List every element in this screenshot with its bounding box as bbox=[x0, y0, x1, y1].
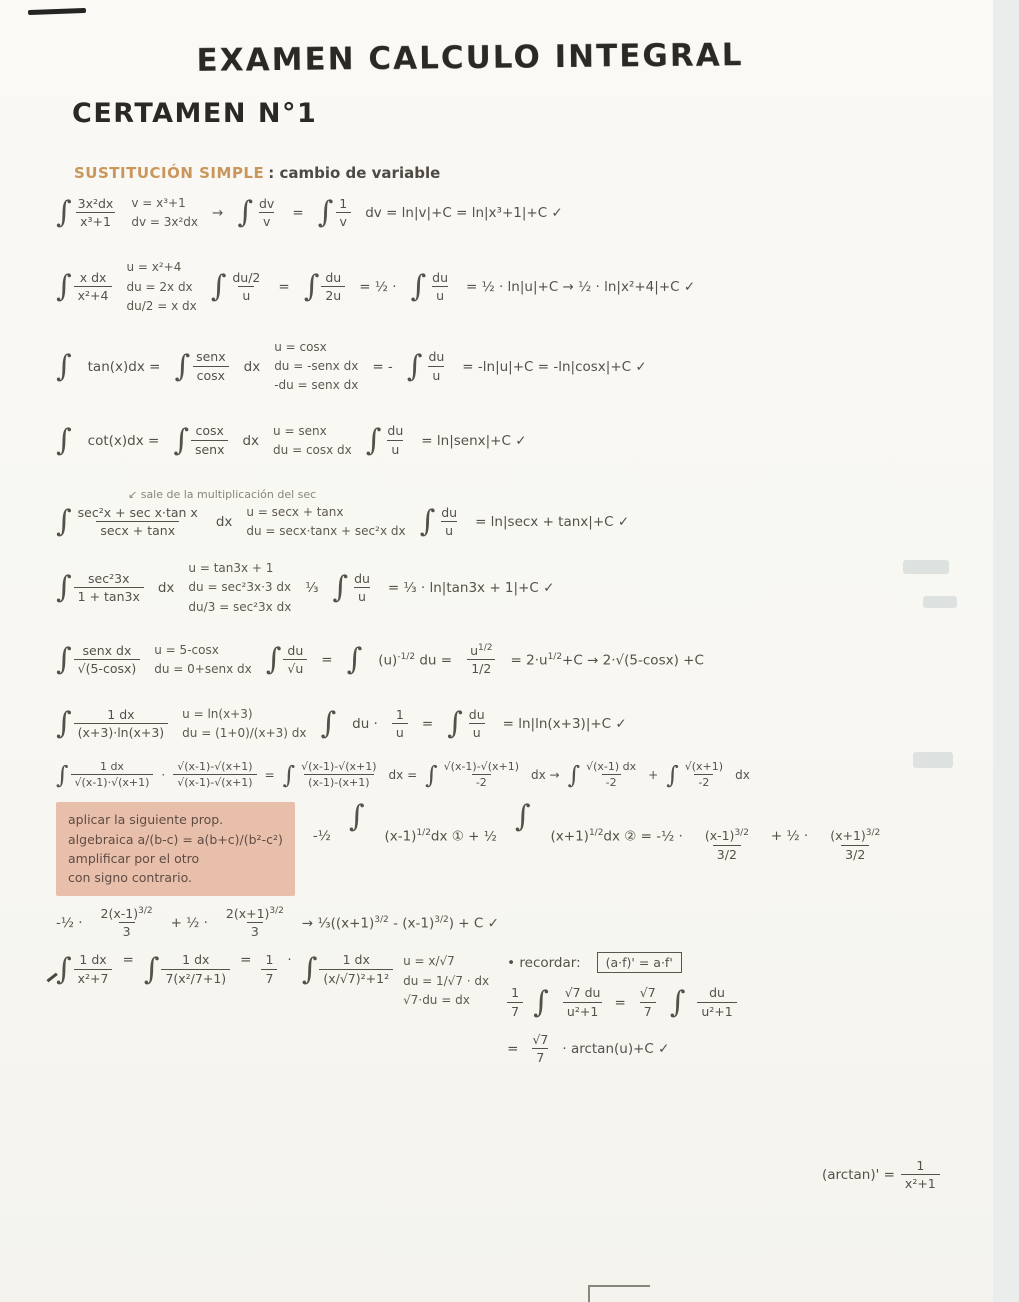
fraction-denominator: 7 bbox=[532, 1048, 548, 1066]
substitution-line: du/2 = x dx bbox=[126, 298, 197, 313]
fraction-numerator: 1 bbox=[511, 985, 520, 1001]
fraction bbox=[321, 270, 345, 305]
fraction bbox=[228, 270, 264, 305]
fraction-denominator: u²+1 bbox=[697, 1002, 736, 1020]
fraction bbox=[192, 349, 230, 384]
fraction-numerator: cosx bbox=[195, 423, 224, 439]
work-row bbox=[56, 559, 996, 617]
formula-text: ↙ sale de la multiplicación del sec bbox=[128, 487, 317, 501]
formula-text: = bbox=[122, 952, 134, 969]
fraction-denominator: 2u bbox=[321, 286, 345, 304]
formula-text: -½ · bbox=[56, 914, 83, 931]
formula-text: dx bbox=[157, 580, 175, 597]
integral-expression bbox=[568, 760, 641, 791]
integral-sign: ∫ bbox=[317, 195, 334, 231]
integral-expression bbox=[56, 760, 153, 791]
substitutions bbox=[274, 338, 358, 396]
integral-sign: ∫ bbox=[533, 984, 549, 1020]
fraction-numerator: √7 du bbox=[564, 985, 601, 1001]
fraction-numerator: du bbox=[432, 269, 448, 285]
property-note-line: con signo contrario. bbox=[68, 870, 193, 886]
formula-text: dv = ln|v|+C = ln|x³+1|+C ✓ bbox=[365, 205, 563, 222]
formula-text: = ln|secx + tanx|+C ✓ bbox=[475, 514, 630, 531]
formula-text: dx bbox=[735, 767, 750, 782]
integral-expression bbox=[56, 643, 140, 678]
fraction bbox=[561, 985, 605, 1020]
fraction-numerator: 1 dx bbox=[99, 759, 124, 773]
fraction-numerator: √(x-1)-√(x+1) bbox=[177, 759, 253, 773]
fraction bbox=[74, 707, 169, 742]
fraction-denominator: v bbox=[259, 212, 274, 230]
substitution-line: du = (1+0)/(x+3) dx bbox=[182, 726, 307, 741]
formula-text: dx → bbox=[531, 767, 560, 782]
fraction-denominator: -2 bbox=[602, 774, 621, 790]
formula-text: + bbox=[648, 767, 659, 782]
fraction-numerator: 1 bbox=[395, 707, 404, 723]
fraction bbox=[74, 643, 141, 678]
formula-text: = bbox=[240, 952, 252, 969]
formula-text: + ½ · bbox=[170, 914, 208, 931]
fraction-numerator: du bbox=[287, 642, 304, 658]
integral-sign: ∫ bbox=[447, 706, 463, 742]
fraction-numerator: √(x+1) bbox=[684, 759, 724, 773]
work-row bbox=[56, 194, 996, 232]
integral-sign: ∫ bbox=[56, 504, 72, 540]
property-note bbox=[56, 802, 295, 896]
work-row bbox=[56, 906, 996, 941]
fraction bbox=[466, 643, 496, 678]
fraction-numerator: 1 bbox=[916, 1158, 925, 1173]
integral-sign: ∫ bbox=[56, 348, 72, 384]
substitution-line: u = senx bbox=[273, 423, 327, 438]
substitution-line: dv = 3x²dx bbox=[131, 215, 199, 230]
integral-sign: ∫ bbox=[282, 760, 296, 789]
fraction-numerator: du bbox=[428, 349, 445, 365]
substitution-line: u = x²+4 bbox=[126, 260, 182, 275]
formula-text: $(x-1)^{1/2}dx$ ① + ½ bbox=[384, 828, 497, 845]
fraction-numerator: sec²x + sec x·tan x bbox=[77, 504, 198, 520]
fraction-denominator: -2 bbox=[472, 774, 491, 790]
integral-expression bbox=[56, 571, 144, 606]
fraction-denominator: √(x-1)·√(x+1) bbox=[71, 774, 154, 790]
integral-sign: ∫ bbox=[332, 570, 349, 606]
fraction-numerator: du bbox=[468, 707, 485, 723]
formula-text: dx bbox=[215, 514, 233, 531]
fraction bbox=[901, 1158, 940, 1193]
fraction-denominator: 7 bbox=[507, 1002, 523, 1020]
fraction-denominator: √(5-cosx) bbox=[74, 659, 141, 677]
reminder-box: (a·f)' = a·f' bbox=[597, 952, 682, 973]
fraction bbox=[697, 985, 736, 1020]
page-edge bbox=[993, 0, 1019, 1302]
integral-expression bbox=[302, 952, 393, 987]
substitution-line: du = 2x dx bbox=[126, 279, 193, 294]
integral-expression bbox=[266, 643, 308, 678]
fraction-denominator: u bbox=[428, 366, 444, 384]
integral-sign: ∫ bbox=[56, 269, 72, 305]
fraction bbox=[319, 952, 393, 987]
work-row bbox=[56, 952, 996, 1066]
fraction-denominator: 1/2 bbox=[467, 659, 495, 677]
integral-sign: ∫ bbox=[567, 760, 581, 789]
fraction bbox=[440, 760, 523, 791]
work-row bbox=[56, 422, 996, 460]
fraction-numerator: senx bbox=[196, 349, 226, 365]
fraction-denominator: 7 bbox=[261, 969, 277, 987]
fraction bbox=[173, 760, 256, 791]
integral-sign: ∫ bbox=[56, 760, 69, 789]
integral-expression bbox=[447, 707, 489, 742]
property-note-line: algebraica a/(b-c) = a(b+c)/(b²-c²) bbox=[68, 831, 283, 847]
integral-sign: ∫ bbox=[666, 760, 679, 789]
fraction-numerator: du bbox=[354, 570, 370, 586]
fraction-numerator: √(x-1)-√(x+1) bbox=[301, 759, 377, 773]
integral-expression bbox=[173, 423, 228, 458]
substitutions bbox=[154, 641, 251, 679]
substitution-line: -du = senx dx bbox=[274, 378, 359, 393]
formula-text: = ½ · ln|u|+C → ½ · ln|x²+4|+C ✓ bbox=[466, 279, 696, 296]
integral-expression bbox=[411, 270, 453, 305]
integral-sign: ∫ bbox=[348, 799, 365, 835]
integral-sign: ∫ bbox=[301, 951, 318, 987]
substitution-line: du = 0+senx dx bbox=[154, 662, 252, 676]
margin-note bbox=[128, 488, 996, 501]
page-subtitle: CERTAMEN N°1 bbox=[72, 98, 318, 129]
formula-text: $(u)^{-1/2}$ du = bbox=[378, 651, 453, 669]
formula-text: → bbox=[212, 205, 224, 222]
staple-mark bbox=[28, 8, 86, 15]
fraction-denominator: cosx bbox=[193, 366, 229, 384]
substitutions bbox=[273, 422, 352, 460]
substitutions bbox=[131, 194, 198, 232]
integral-expression bbox=[56, 505, 202, 540]
integral-sign: ∫ bbox=[173, 422, 189, 458]
fraction bbox=[681, 760, 727, 791]
integral-expression bbox=[407, 349, 449, 384]
substitution-line: v = x³+1 bbox=[131, 196, 186, 210]
formula-text: dx bbox=[242, 432, 260, 449]
fraction-numerator: 3x²dx bbox=[77, 195, 114, 211]
formula-text: · bbox=[287, 952, 292, 969]
substitution-line: du = 1/√7 · dx bbox=[403, 973, 490, 988]
work-row bbox=[56, 705, 996, 743]
fraction-denominator: -2 bbox=[694, 774, 713, 790]
substitution-line: √7·du = dx bbox=[403, 992, 470, 1007]
fraction-denominator: 3/2 bbox=[713, 845, 741, 863]
integral-sign: ∫ bbox=[406, 348, 423, 384]
fraction-numerator: senx dx bbox=[82, 642, 132, 658]
formula-text: • recordar: bbox=[507, 954, 581, 971]
fraction-denominator: secx + tanx bbox=[96, 521, 179, 539]
integral-sign: ∫ bbox=[410, 269, 427, 305]
fraction-denominator: 3 bbox=[119, 922, 135, 940]
integral-sign: ∫ bbox=[56, 706, 72, 742]
fraction-numerator: $2(x+1)^{3/2}$ bbox=[225, 905, 284, 921]
fraction-numerator: x dx bbox=[79, 269, 107, 285]
cropped-box-mark bbox=[588, 1285, 650, 1302]
fraction-denominator: x²+7 bbox=[74, 969, 113, 987]
fraction-denominator: (x/√7)²+1² bbox=[319, 969, 393, 987]
fraction bbox=[71, 760, 154, 791]
fraction bbox=[350, 571, 374, 606]
fraction-denominator: 3/2 bbox=[841, 845, 869, 863]
fraction-numerator: $(x-1)^{3/2}$ bbox=[704, 828, 749, 844]
formula-text: = -ln|u|+C = -ln|cosx|+C ✓ bbox=[462, 358, 647, 375]
fraction-numerator: du bbox=[441, 504, 458, 520]
integral-sign: ∫ bbox=[56, 642, 72, 677]
fraction-denominator: (x+3)·ln(x+3) bbox=[74, 723, 169, 741]
integral-expression bbox=[56, 270, 112, 305]
fraction bbox=[222, 906, 288, 941]
integral-sign: ∫ bbox=[320, 706, 337, 742]
formula-text: = ⅓ · ln|tan3x + 1|+C ✓ bbox=[387, 580, 555, 597]
fraction-denominator: u bbox=[441, 521, 457, 539]
page-title: EXAMEN CALCULO INTEGRAL bbox=[196, 37, 744, 79]
work-row bbox=[56, 799, 996, 896]
integral-sign: ∫ bbox=[210, 269, 227, 305]
formula-text: · arctan(u)+C ✓ bbox=[562, 1041, 670, 1058]
substitution-line: u = tan3x + 1 bbox=[188, 561, 274, 576]
fraction-denominator: u bbox=[432, 286, 448, 304]
fraction-denominator: √u bbox=[283, 659, 307, 677]
fraction-numerator: du bbox=[709, 985, 725, 1001]
work-line bbox=[507, 952, 737, 973]
fraction bbox=[283, 643, 307, 678]
fraction-numerator: $u^{1/2}$ bbox=[470, 642, 493, 658]
fraction-denominator: u bbox=[238, 286, 254, 304]
fraction-numerator: $(x+1)^{3/2}$ bbox=[830, 828, 881, 844]
integral-sign: ∫ bbox=[174, 348, 191, 384]
substitution-line: du = secx·tanx + sec²x dx bbox=[246, 524, 406, 539]
formula-text: = ½ · bbox=[359, 279, 397, 296]
integral-expression bbox=[56, 707, 168, 742]
formula-text: $(x+1)^{1/2}dx$ ② = -½ · bbox=[550, 828, 683, 845]
integral-sign: ∫ bbox=[56, 951, 72, 987]
integral-sign: ∫ bbox=[237, 195, 253, 231]
fraction bbox=[437, 505, 461, 540]
fraction-numerator: du bbox=[387, 423, 404, 439]
formula-text: = bbox=[614, 994, 626, 1011]
fraction bbox=[261, 952, 277, 987]
integral-expression bbox=[174, 349, 229, 384]
formula-text: dx = bbox=[388, 767, 418, 782]
formula-text: (arctan)' = bbox=[822, 1167, 895, 1184]
integral-sign: ∫ bbox=[514, 799, 531, 835]
substitutions bbox=[403, 952, 489, 1010]
integral-sign: ∫ bbox=[365, 422, 382, 458]
formula-text: = bbox=[292, 205, 304, 222]
formula-text: = bbox=[507, 1041, 519, 1058]
fraction-denominator: v bbox=[336, 212, 351, 230]
formula-text: = bbox=[421, 716, 434, 733]
substitution-line: u = ln(x+3) bbox=[182, 707, 253, 722]
fraction bbox=[74, 270, 113, 305]
integral-sign: ∫ bbox=[419, 504, 436, 540]
work-row bbox=[56, 503, 996, 541]
formula-text: + ½ · bbox=[770, 828, 809, 845]
fraction bbox=[74, 571, 144, 606]
fraction bbox=[383, 423, 407, 458]
fraction-denominator: √(x-1)-√(x+1) bbox=[173, 774, 256, 790]
fraction-numerator: √7 bbox=[532, 1031, 549, 1047]
integral-sign: ∫ bbox=[303, 269, 320, 305]
fraction-numerator: 1 dx bbox=[342, 952, 370, 968]
formula-text: = - bbox=[372, 358, 393, 375]
fraction bbox=[392, 707, 408, 742]
fraction bbox=[297, 760, 380, 791]
integral-expression bbox=[56, 196, 117, 231]
fraction-numerator: $2(x-1)^{3/2}$ bbox=[100, 905, 153, 921]
fraction bbox=[701, 828, 753, 863]
integral-sign: ∫ bbox=[425, 760, 438, 789]
fraction bbox=[428, 270, 452, 305]
fraction-denominator: 7(x²/7+1) bbox=[161, 969, 230, 987]
formula-text: · bbox=[161, 767, 166, 782]
fraction bbox=[161, 952, 230, 987]
integral-sign: ∫ bbox=[346, 642, 363, 677]
integral-expression bbox=[304, 270, 346, 305]
formula-text: = bbox=[264, 767, 275, 782]
substitutions bbox=[126, 258, 196, 316]
fraction-denominator: u bbox=[387, 440, 403, 458]
integral-sign: ∫ bbox=[56, 195, 72, 231]
fraction-numerator: 1 dx bbox=[182, 952, 210, 968]
formula-text: = ln|ln(x+3)|+C ✓ bbox=[502, 716, 627, 733]
formula-text: = bbox=[278, 279, 290, 296]
formula-text: tan(x)dx = bbox=[87, 358, 161, 375]
property-note-line: amplificar por el otro bbox=[68, 850, 200, 866]
work-row bbox=[56, 258, 996, 316]
integral-expression bbox=[144, 952, 230, 987]
fraction-denominator: 1 + tan3x bbox=[74, 587, 144, 605]
worked-examples bbox=[56, 194, 996, 1066]
substitution-line: du = sec²3x·3 dx bbox=[188, 580, 292, 595]
fraction bbox=[465, 707, 489, 742]
fraction bbox=[335, 196, 351, 231]
arctan-derivative-note bbox=[822, 1158, 940, 1193]
fraction-numerator: 1 dx bbox=[107, 707, 135, 723]
substitution-line: u = cosx bbox=[274, 339, 327, 354]
fraction-denominator: senx bbox=[191, 440, 229, 458]
fraction bbox=[74, 196, 118, 231]
fraction-numerator: √(x-1)-√(x+1) bbox=[443, 759, 519, 773]
formula-text: dx bbox=[243, 358, 261, 375]
fraction bbox=[255, 196, 278, 231]
substitution-line: du/3 = sec²3x dx bbox=[188, 599, 292, 614]
integral-expression bbox=[332, 571, 374, 606]
fraction-numerator: 1 bbox=[265, 952, 274, 968]
fraction-denominator: x²+4 bbox=[74, 286, 113, 304]
fraction-numerator: √7 bbox=[639, 985, 656, 1001]
fraction-numerator: sec²3x bbox=[88, 570, 130, 586]
formula-text: -½ bbox=[312, 828, 331, 845]
fraction-denominator: u bbox=[392, 723, 408, 741]
substitutions bbox=[182, 705, 306, 743]
integral-expression bbox=[211, 270, 265, 305]
integral-sign: ∫ bbox=[143, 951, 160, 987]
fraction-denominator: (x-1)-(x+1) bbox=[304, 774, 373, 790]
section-heading bbox=[74, 164, 440, 182]
fraction-denominator: x³+1 bbox=[76, 212, 115, 230]
fraction bbox=[582, 760, 640, 791]
work-column bbox=[507, 952, 737, 1066]
fraction-denominator: 3 bbox=[247, 922, 263, 940]
substitutions bbox=[188, 559, 291, 617]
fraction-denominator: u²+1 bbox=[563, 1002, 602, 1020]
fraction-numerator: du bbox=[325, 269, 342, 285]
integral-sign: ∫ bbox=[265, 642, 282, 677]
section-description: : cambio de variable bbox=[268, 164, 441, 182]
fraction-numerator: 1 dx bbox=[79, 952, 107, 968]
fraction bbox=[74, 952, 113, 987]
fraction-denominator: x²+1 bbox=[901, 1174, 940, 1192]
work-line bbox=[507, 1032, 737, 1067]
integral-expression bbox=[56, 952, 112, 987]
formula-text: = $2\cdot u^{1/2}+C \to 2\cdot√(5-\cos x) +C$ bbox=[510, 651, 704, 669]
integral-expression bbox=[420, 505, 462, 540]
integral-expression bbox=[666, 760, 727, 791]
fraction-numerator: du/2 bbox=[232, 269, 261, 285]
property-note-line: aplicar la siguiente prop. bbox=[68, 812, 224, 828]
work-row bbox=[56, 641, 996, 679]
formula-text: = bbox=[321, 652, 333, 668]
integral-expression bbox=[425, 760, 523, 791]
integral-expression bbox=[318, 196, 352, 231]
fraction bbox=[97, 906, 157, 941]
fraction bbox=[528, 1032, 552, 1067]
fraction bbox=[507, 985, 523, 1020]
substitution-line: du = cosx dx bbox=[273, 442, 352, 457]
work-row bbox=[56, 760, 996, 791]
fraction-numerator: dv bbox=[258, 195, 275, 211]
fraction bbox=[74, 505, 202, 540]
fraction-denominator: u bbox=[469, 723, 485, 741]
formula-text: ⅓ bbox=[305, 580, 319, 597]
substitution-line: u = secx + tanx bbox=[246, 504, 344, 519]
substitution-line: u = 5-cosx bbox=[154, 642, 219, 657]
fraction-denominator: 7 bbox=[640, 1002, 656, 1020]
fraction-denominator: u bbox=[354, 587, 370, 605]
integral-expression bbox=[237, 196, 278, 231]
integral-expression bbox=[366, 423, 408, 458]
integral-expression bbox=[283, 760, 381, 791]
integral-sign: ∫ bbox=[56, 422, 72, 458]
substitutions bbox=[246, 503, 405, 541]
fraction bbox=[826, 828, 884, 863]
substitution-line: du = -senx dx bbox=[274, 359, 359, 374]
fraction-numerator: √(x-1) dx bbox=[586, 759, 637, 773]
integral-sign: ∫ bbox=[669, 984, 686, 1020]
fraction bbox=[424, 349, 448, 384]
work-line bbox=[507, 985, 737, 1020]
substitution-line: u = x/√7 bbox=[403, 954, 455, 969]
formula-text: = ln|senx|+C ✓ bbox=[421, 432, 527, 449]
integral-sign: ∫ bbox=[56, 570, 72, 606]
fraction bbox=[636, 985, 660, 1020]
work-row bbox=[56, 338, 996, 396]
formula-text: → $\frac{1}{3}((x+1)^{3/2} - (x-1)^{3/2}) + C$ ✓ bbox=[301, 914, 499, 932]
formula-text: cot(x)dx = bbox=[87, 432, 160, 449]
fraction bbox=[191, 423, 229, 458]
formula-text: du · bbox=[352, 716, 378, 733]
fraction-numerator: 1 bbox=[339, 195, 348, 211]
section-label: SUSTITUCIÓN SIMPLE bbox=[74, 164, 265, 182]
